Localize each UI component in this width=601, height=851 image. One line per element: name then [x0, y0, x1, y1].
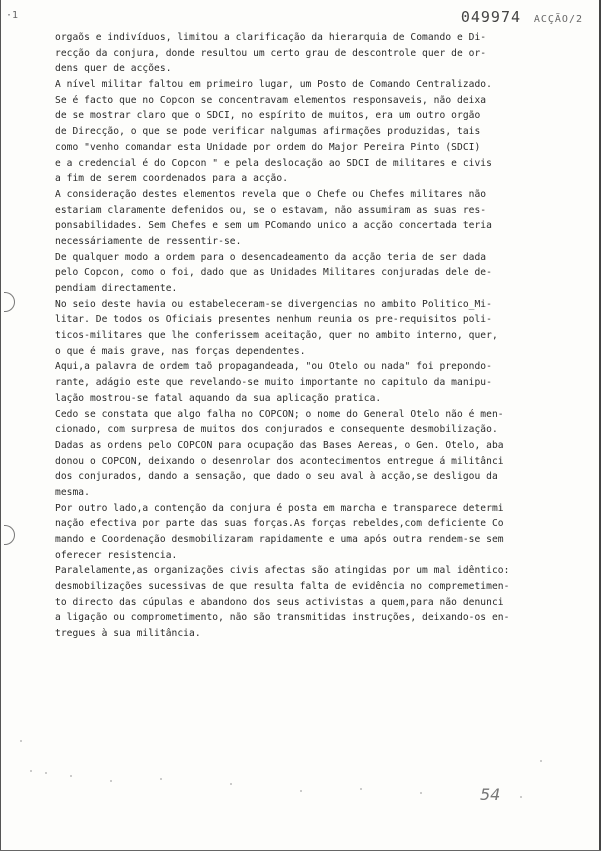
handwritten-page-number: 54 [480, 785, 501, 804]
text-line: dos conjurados, dando a sensação, que dado o seu aval à acção,se desligou da [55, 471, 498, 483]
punch-hole-icon [4, 525, 15, 545]
text-line: e a credencial é do Copcon " e pela deslocação ao SDCI de militares e civis [55, 157, 492, 169]
text-line: Aqui,a palavra de ordem taõ propagandeada, "ou Otelo ou nada" foi prepondo- [55, 361, 492, 373]
text-line: como "venho comandar esta Unidade por ordem do Major Pereira Pinto (SDCI) [55, 141, 481, 153]
scan-speckle [300, 790, 302, 792]
text-line: A nível militar faltou em primeiro lugar, um Posto de Comando Centralizado. [55, 79, 492, 91]
text-line: oferecer resistencia. [55, 549, 178, 561]
text-line: No seio deste havia ou estabeleceram-se divergencias no ambito Politico_Mi- [55, 298, 492, 310]
corner-mark: ·1 [6, 10, 19, 21]
text-line: A consideração destes elementos revela que o Chefe ou Chefes militares não [55, 188, 487, 200]
scan-speckle [420, 792, 422, 794]
stamp-number: 049974 [460, 8, 522, 26]
text-line: tregues à sua militância. [55, 628, 201, 640]
text-line: pelo Copcon, como o foi, dado que as Unidades Militares conjuradas dele de- [55, 267, 492, 279]
text-line: orgaõs e indivíduos, limitou a clarificação da hierarquia de Comando e Di- [55, 32, 487, 43]
archive-stamp [461, 8, 583, 26]
punch-hole-icon [4, 292, 15, 312]
text-line: Paralelamente,as organizações civis afectas são atingidas por um mal idêntico: [55, 565, 510, 577]
scan-speckle [230, 783, 232, 785]
text-line: Por outro lado,a contenção da conjura é posta em marcha e transparece determi [55, 502, 504, 514]
text-line: de Direcção, o que se pode verificar nalgumas afirmações produzidas, tais [55, 126, 481, 138]
text-line: ponsabilidades. Sem Chefes e sem um PComando unico a acção concertada teria [55, 220, 492, 232]
text-line: desmobilizações sucessivas de que resulta falta de evidência no compremetimen- [55, 581, 510, 593]
text-line: rante, adágio este que revelando-se muito importante no capitulo da manipu- [55, 377, 492, 389]
text-line: a fim de serem coordenados para a acção. [55, 173, 289, 185]
stamp-code: ACÇÃO/2 [533, 14, 583, 25]
page-border-left [0, 0, 1, 851]
text-line: nação efectiva por parte das suas forças.As forças rebeldes,com deficiente Co [55, 518, 504, 530]
text-line: ticos-militares que lhe conferissem aceitação, quer no ambito interno, quer, [55, 330, 498, 342]
scan-speckle [520, 796, 522, 798]
scan-speckle [20, 740, 22, 742]
text-line: donou o COPCON, deixando o desenrolar dos acontecimentos entregue á militânci [55, 455, 504, 467]
text-line: Dadas as ordens pelo COPCON para ocupação das Bases Aereas, o Gen. Otelo, aba [55, 439, 504, 451]
text-line: to directo das cúpulas e abandono dos seus activistas a quem,para não denunci [55, 596, 504, 608]
scan-speckle [540, 760, 542, 762]
text-line: estariam claramente defenidos ou, se o estavam, não assumiram as suas res- [55, 204, 487, 216]
scan-speckle [30, 770, 32, 772]
text-line: lação mostrou-se fatal aquando da sua aplicação pratica. [55, 392, 382, 404]
scan-speckle [45, 772, 47, 774]
text-line: de se mostrar claro que o SDCI, no espírito de muitos, era um outro orgão [55, 110, 481, 122]
scan-speckle [110, 780, 112, 782]
text-line: a ligação ou comprometimento, não são transmitidas instruções, deixando-os en- [55, 612, 510, 624]
text-line: De qualquer modo a ordem para o desencadeamento da acção teria de ser dada [55, 251, 487, 263]
scan-speckle [70, 775, 72, 777]
text-line: mando e Coordenação desmobilizaram rapidamente e uma após outra rendem-se sem [55, 534, 504, 545]
text-line: necessáriamente de ressentir-se. [55, 235, 242, 247]
scan-speckle [160, 778, 162, 780]
text-line: Se é facto que no Copcon se concentravam elementos responsaveis, não deixa [55, 94, 487, 106]
text-line: cionado, com surpresa de muitos dos conjurados e consequente desmobilização. [55, 424, 498, 436]
text-line: recção da conjura, donde resultou um certo grau de descontrole quer de or- [55, 47, 487, 59]
text-line: litar. De todos os Oficiais presentes nenhum reunia os pre-requisitos poli- [55, 314, 492, 326]
text-line: pendiam directamente. [55, 283, 178, 294]
text-line: dens quer de acções. [55, 63, 172, 75]
text-line: Cedo se constata que algo falha no COPCON; o nome do General Otelo não é men- [55, 408, 504, 420]
typewritten-body [55, 30, 583, 642]
scan-speckle [360, 788, 362, 790]
text-line: mesma. [55, 486, 90, 498]
text-line: o que é mais grave, nas forças dependentes. [55, 345, 306, 357]
